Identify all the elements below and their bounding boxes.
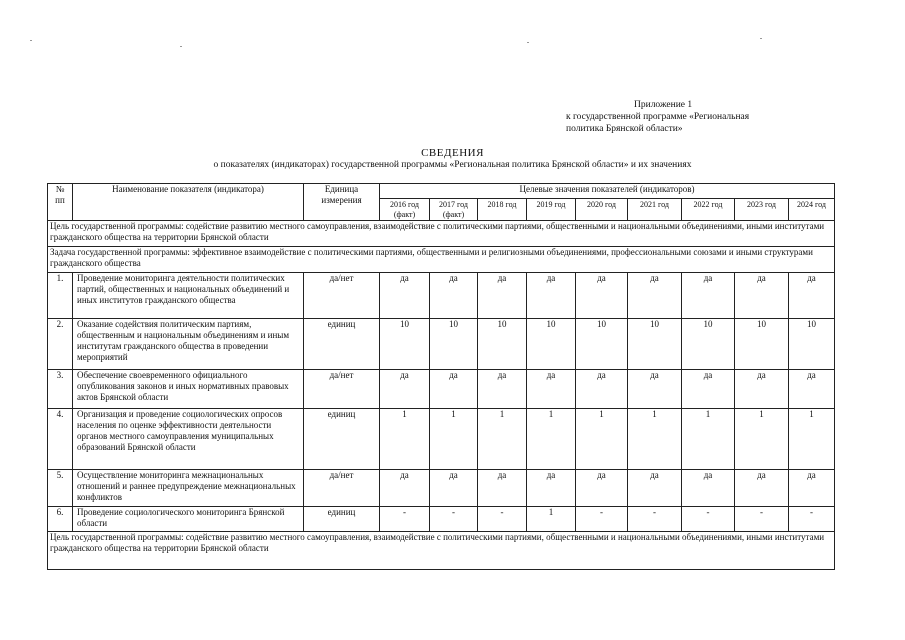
indicator-value: -: [478, 507, 527, 532]
indicator-unit: единиц: [304, 319, 380, 370]
header-year: 2017 год (факт): [430, 199, 478, 221]
table-row: [48, 273, 835, 319]
indicator-value: 10: [380, 319, 430, 370]
header-year: 2021 год: [628, 199, 682, 221]
indicator-value: -: [380, 507, 430, 532]
indicator-value: 10: [478, 319, 527, 370]
table-row: [48, 370, 835, 409]
header-year: 2016 год (факт): [380, 199, 430, 221]
indicator-value: 10: [527, 319, 576, 370]
indicator-value: да: [682, 470, 735, 507]
scan-speck: [527, 42, 529, 43]
indicator-value: да: [789, 470, 835, 507]
indicator-value: -: [789, 507, 835, 532]
header-unit: Единица измерения: [304, 184, 380, 221]
indicator-unit: единиц: [304, 507, 380, 532]
indicator-value: -: [576, 507, 628, 532]
indicator-value: да: [576, 370, 628, 409]
indicator-name: Обеспечение своевременного официального опубликования законов и иных нормативных правовых актов Брянской области: [73, 370, 304, 409]
row-number: 1.: [48, 273, 73, 319]
indicator-name: Осуществление мониторинга межнациональных отношений и раннее предупреждение межнациональных конфликтов: [73, 470, 304, 507]
scan-speck: [30, 40, 32, 41]
indicator-value: да: [478, 370, 527, 409]
footer-goal-row: Цель государственной программы: содействие развитию местного самоуправления, взаимодействие с политическими партиями, общественными и национальными объединениями, иными институтами гражданского общества на территории Брянской области: [48, 532, 835, 570]
indicator-value: -: [628, 507, 682, 532]
row-number: 6.: [48, 507, 73, 532]
indicator-value: да: [380, 273, 430, 319]
indicator-name: Оказание содействия политическим партиям, общественным и национальным объединениям и иным институтам гражданского общества в проведении мероприятий: [73, 319, 304, 370]
indicator-value: 10: [735, 319, 789, 370]
row-number: 4.: [48, 409, 73, 470]
indicator-value: да: [735, 370, 789, 409]
row-number: 3.: [48, 370, 73, 409]
indicator-unit: да/нет: [304, 370, 380, 409]
indicator-value: 1: [789, 409, 835, 470]
indicator-value: да: [430, 370, 478, 409]
indicator-value: да: [682, 370, 735, 409]
row-number: 2.: [48, 319, 73, 370]
indicator-value: -: [430, 507, 478, 532]
indicator-value: да: [628, 370, 682, 409]
indicator-value: 1: [527, 409, 576, 470]
indicator-value: да: [682, 273, 735, 319]
indicator-unit: да/нет: [304, 273, 380, 319]
row-number: 5.: [48, 470, 73, 507]
indicator-value: да: [527, 470, 576, 507]
table-row: [48, 470, 835, 507]
indicator-value: да: [576, 470, 628, 507]
scan-speck: [760, 38, 762, 39]
header-targets: Целевые значения показателей (индикаторов): [380, 184, 835, 199]
indicator-value: да: [478, 273, 527, 319]
indicator-value: 1: [682, 409, 735, 470]
indicator-value: да: [527, 273, 576, 319]
indicator-value: да: [430, 470, 478, 507]
goal-row: Цель государственной программы: содействие развитию местного самоуправления, взаимодействие с политическими партиями, общественными и национальными объединениями, иными институтами гражданского общества на территории Брянской области: [48, 221, 835, 247]
indicator-value: да: [380, 470, 430, 507]
indicator-value: -: [682, 507, 735, 532]
header-year: 2018 год: [478, 199, 527, 221]
header-year: 2023 год: [735, 199, 789, 221]
appendix-block: [566, 99, 806, 135]
task-row: Задача государственной программы: эффективное взаимодействие с политическими партиями, общественными и религиозными объединениями, профессиональными союзами и иными структурами гражданского общества: [48, 247, 835, 273]
indicator-name: Организация и проведение социологических опросов населения по оценке эффективности деятельности органов местного самоуправления муниципальных образований Брянской области: [73, 409, 304, 470]
indicator-value: да: [789, 370, 835, 409]
indicator-value: 1: [576, 409, 628, 470]
indicators-table: [47, 183, 835, 570]
header-year: 2022 год: [682, 199, 735, 221]
indicator-value: 10: [789, 319, 835, 370]
indicator-value: 1: [478, 409, 527, 470]
scan-speck: [180, 46, 182, 47]
indicator-value: да: [527, 370, 576, 409]
indicator-value: 1: [735, 409, 789, 470]
indicator-value: 1: [527, 507, 576, 532]
indicator-value: да: [430, 273, 478, 319]
appendix-line-2: политика Брянской области»: [566, 124, 683, 134]
indicator-value: 1: [430, 409, 478, 470]
indicator-value: 10: [628, 319, 682, 370]
header-name: Наименование показателя (индикатора): [73, 184, 304, 221]
indicator-value: да: [735, 273, 789, 319]
indicator-value: да: [380, 370, 430, 409]
indicator-name: Проведение социологического мониторинга Брянской области: [73, 507, 304, 532]
indicator-name: Проведение мониторинга деятельности политических партий, общественных и национальных объединений и иных институтов гражданского общества: [73, 273, 304, 319]
indicator-value: да: [478, 470, 527, 507]
indicator-value: 10: [430, 319, 478, 370]
indicator-value: -: [735, 507, 789, 532]
indicator-unit: единиц: [304, 409, 380, 470]
indicator-value: да: [576, 273, 628, 319]
indicator-value: да: [628, 470, 682, 507]
header-year: 2019 год: [527, 199, 576, 221]
indicator-value: да: [735, 470, 789, 507]
document-title: СВЕДЕНИЯ: [421, 147, 484, 159]
indicator-value: 1: [628, 409, 682, 470]
indicator-unit: да/нет: [304, 470, 380, 507]
document-subtitle: о показателях (индикаторах) государственной программы «Региональная политика Брянской области» и их значениях: [213, 160, 692, 170]
header-num: № пп: [48, 184, 73, 221]
header-year: 2020 год: [576, 199, 628, 221]
indicator-value: 10: [682, 319, 735, 370]
indicator-value: да: [789, 273, 835, 319]
table-row: [48, 409, 835, 470]
table-row: [48, 319, 835, 370]
table-row: [48, 507, 835, 532]
header-year: 2024 год: [789, 199, 835, 221]
appendix-line-1: к государственной программе «Региональная: [566, 112, 750, 122]
indicator-value: 1: [380, 409, 430, 470]
indicator-value: да: [628, 273, 682, 319]
appendix-title: Приложение 1: [634, 100, 693, 110]
indicator-value: 10: [576, 319, 628, 370]
